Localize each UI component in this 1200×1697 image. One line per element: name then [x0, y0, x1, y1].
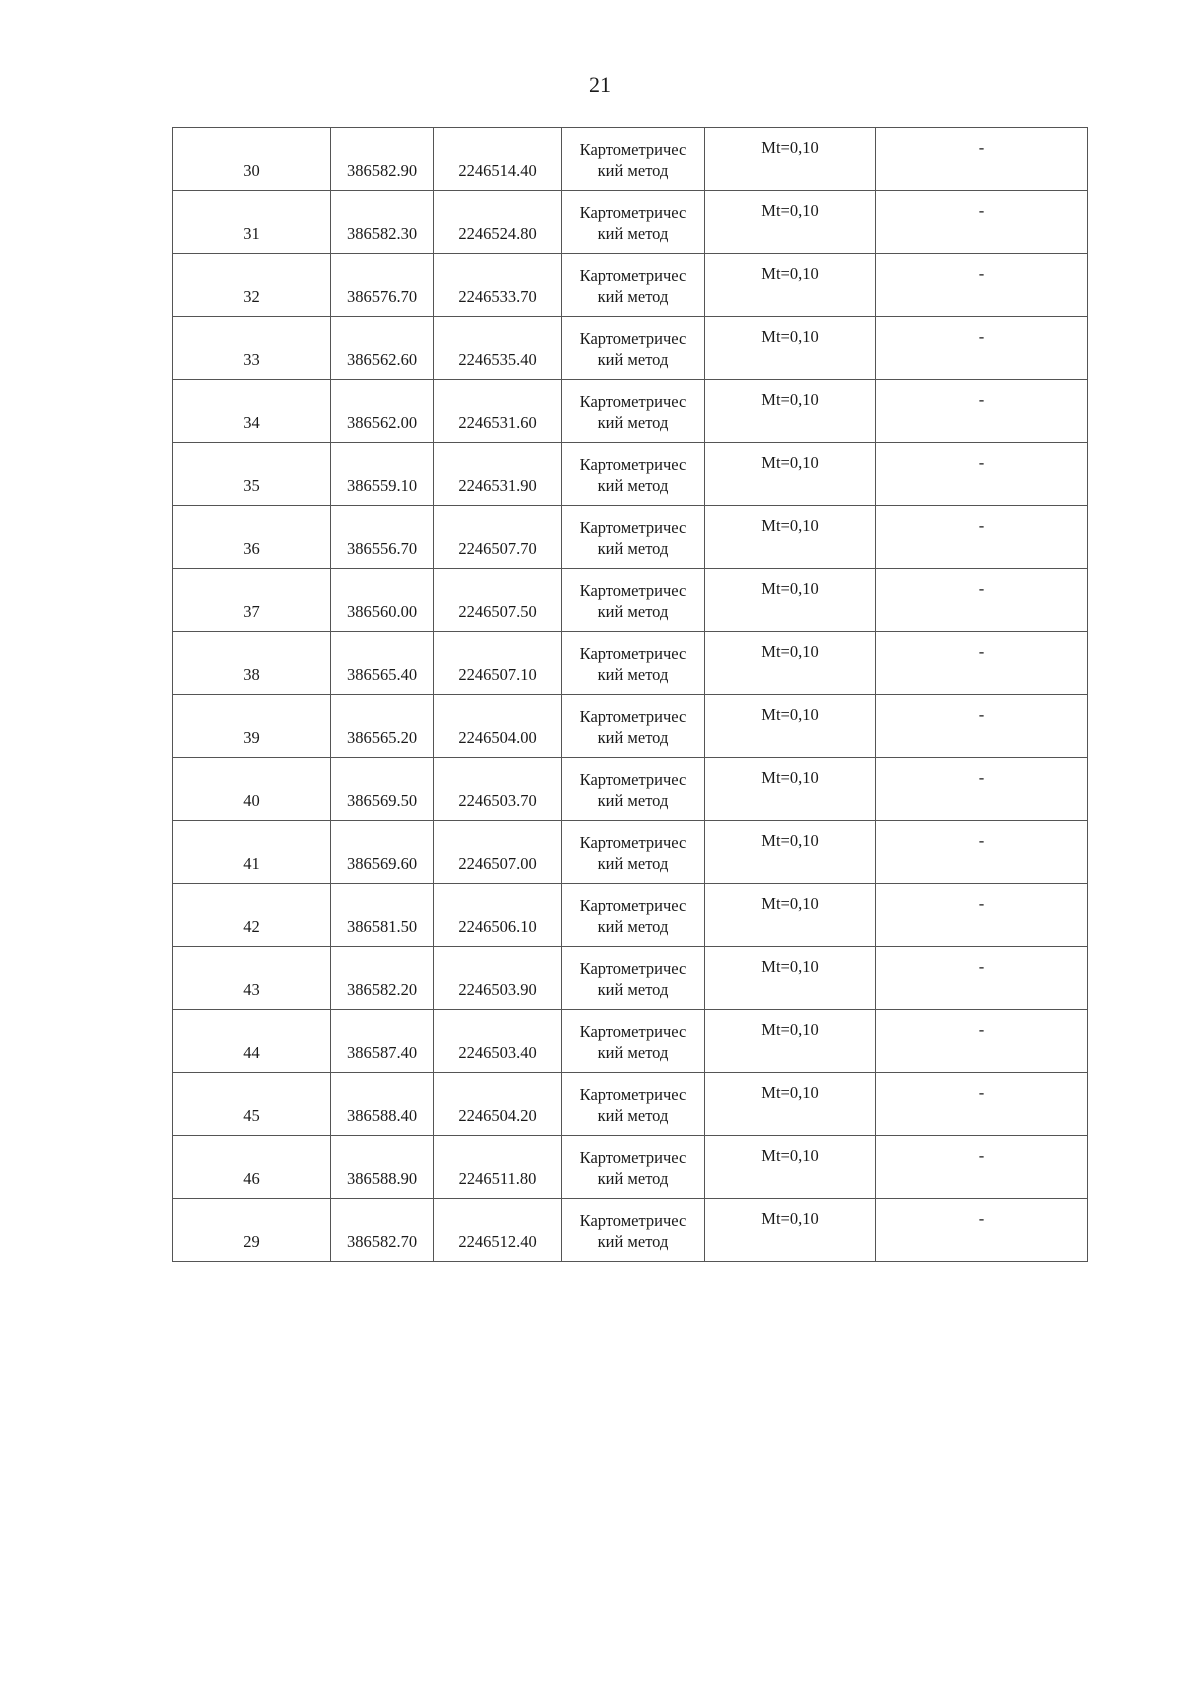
x-coordinate: 386565.40 [346, 665, 418, 684]
note-value: - [978, 390, 985, 409]
method-cell [562, 443, 705, 506]
point-number: 45 [243, 1106, 260, 1125]
table-row [173, 695, 1088, 758]
accuracy-cell [705, 695, 876, 758]
accuracy-cell [705, 1010, 876, 1073]
method-line-1: Картометричес [579, 707, 687, 726]
y-coordinate-cell [434, 947, 562, 1010]
point-number: 35 [243, 476, 260, 495]
accuracy-value: Mt=0,10 [761, 453, 819, 472]
coordinates-table [172, 127, 1088, 1262]
point-number: 32 [243, 287, 260, 306]
note-cell [876, 380, 1088, 443]
point-number: 44 [243, 1043, 260, 1062]
note-cell [876, 1136, 1088, 1199]
x-coordinate-cell [331, 1073, 434, 1136]
point-number-cell [173, 947, 331, 1010]
method-line-1: Картометричес [579, 1148, 687, 1167]
method-line-2: кий метод [597, 602, 669, 621]
method-cell [562, 1010, 705, 1073]
method-cell [562, 758, 705, 821]
point-number: 40 [243, 791, 260, 810]
method-line-2: кий метод [597, 539, 669, 558]
note-cell [876, 632, 1088, 695]
x-coordinate-cell [331, 1136, 434, 1199]
accuracy-value: Mt=0,10 [761, 642, 819, 661]
y-coordinate: 2246524.80 [458, 224, 537, 243]
y-coordinate-cell [434, 632, 562, 695]
method-cell [562, 821, 705, 884]
y-coordinate-cell [434, 758, 562, 821]
x-coordinate-cell [331, 1199, 434, 1262]
coordinates-table-body [173, 128, 1088, 1262]
y-coordinate: 2246535.40 [458, 350, 537, 369]
note-value: - [978, 1020, 985, 1039]
x-coordinate-cell [331, 1010, 434, 1073]
y-coordinate-cell [434, 128, 562, 191]
x-coordinate-cell [331, 380, 434, 443]
accuracy-value: Mt=0,10 [761, 957, 819, 976]
x-coordinate-cell [331, 254, 434, 317]
note-value: - [978, 1146, 985, 1165]
method-line-2: кий метод [597, 413, 669, 432]
method-cell [562, 1136, 705, 1199]
method-line-1: Картометричес [579, 833, 687, 852]
note-cell [876, 506, 1088, 569]
table-row [173, 758, 1088, 821]
method-line-1: Картометричес [579, 455, 687, 474]
accuracy-cell [705, 443, 876, 506]
y-coordinate-cell [434, 506, 562, 569]
accuracy-value: Mt=0,10 [761, 1020, 819, 1039]
y-coordinate: 2246507.10 [458, 665, 537, 684]
accuracy-cell [705, 947, 876, 1010]
table-row [173, 380, 1088, 443]
accuracy-value: Mt=0,10 [761, 327, 819, 346]
x-coordinate: 386569.50 [346, 791, 418, 810]
method-line-2: кий метод [597, 917, 669, 936]
y-coordinate: 2246511.80 [458, 1169, 537, 1188]
accuracy-cell [705, 1073, 876, 1136]
y-coordinate-cell [434, 695, 562, 758]
point-number-cell [173, 632, 331, 695]
method-cell [562, 695, 705, 758]
method-line-2: кий метод [597, 350, 669, 369]
point-number-cell [173, 506, 331, 569]
x-coordinate: 386565.20 [346, 728, 418, 747]
y-coordinate: 2246504.20 [458, 1106, 537, 1125]
table-row [173, 506, 1088, 569]
note-cell [876, 1010, 1088, 1073]
y-coordinate: 2246503.90 [458, 980, 537, 999]
method-line-2: кий метод [597, 1169, 669, 1188]
accuracy-cell [705, 821, 876, 884]
table-row [173, 1136, 1088, 1199]
method-line-1: Картометричес [579, 644, 687, 663]
accuracy-cell [705, 506, 876, 569]
accuracy-value: Mt=0,10 [761, 1209, 819, 1228]
x-coordinate: 386582.70 [346, 1232, 418, 1251]
note-cell [876, 884, 1088, 947]
method-line-2: кий метод [597, 854, 669, 873]
note-cell [876, 443, 1088, 506]
table-row [173, 632, 1088, 695]
point-number-cell [173, 1199, 331, 1262]
note-value: - [978, 957, 985, 976]
y-coordinate-cell [434, 884, 562, 947]
note-cell [876, 317, 1088, 380]
y-coordinate-cell [434, 380, 562, 443]
point-number: 30 [243, 161, 260, 180]
x-coordinate-cell [331, 632, 434, 695]
x-coordinate-cell [331, 758, 434, 821]
method-cell [562, 632, 705, 695]
y-coordinate: 2246531.60 [458, 413, 537, 432]
x-coordinate: 386556.70 [346, 539, 418, 558]
note-cell [876, 569, 1088, 632]
point-number-cell [173, 821, 331, 884]
x-coordinate: 386581.50 [346, 917, 418, 936]
y-coordinate: 2246531.90 [458, 476, 537, 495]
accuracy-value: Mt=0,10 [761, 579, 819, 598]
point-number-cell [173, 128, 331, 191]
note-value: - [978, 264, 985, 283]
table-row [173, 254, 1088, 317]
point-number-cell [173, 695, 331, 758]
accuracy-value: Mt=0,10 [761, 390, 819, 409]
point-number: 36 [243, 539, 260, 558]
note-value: - [978, 138, 985, 157]
accuracy-value: Mt=0,10 [761, 705, 819, 724]
point-number-cell [173, 443, 331, 506]
y-coordinate-cell [434, 317, 562, 380]
method-cell [562, 191, 705, 254]
method-line-2: кий метод [597, 665, 669, 684]
note-cell [876, 191, 1088, 254]
accuracy-value: Mt=0,10 [761, 1083, 819, 1102]
method-cell [562, 128, 705, 191]
y-coordinate: 2246507.50 [458, 602, 537, 621]
point-number: 39 [243, 728, 260, 747]
y-coordinate-cell [434, 1136, 562, 1199]
accuracy-cell [705, 128, 876, 191]
method-line-2: кий метод [597, 224, 669, 243]
method-line-1: Картометричес [579, 770, 687, 789]
y-coordinate: 2246533.70 [458, 287, 537, 306]
method-line-2: кий метод [597, 1106, 669, 1125]
y-coordinate-cell [434, 821, 562, 884]
y-coordinate-cell [434, 569, 562, 632]
y-coordinate: 2246507.70 [458, 539, 537, 558]
y-coordinate-cell [434, 1073, 562, 1136]
y-coordinate: 2246507.00 [458, 854, 537, 873]
note-cell [876, 947, 1088, 1010]
x-coordinate: 386562.60 [346, 350, 418, 369]
table-row [173, 569, 1088, 632]
method-line-1: Картометричес [579, 1022, 687, 1041]
y-coordinate-cell [434, 191, 562, 254]
note-cell [876, 254, 1088, 317]
point-number-cell [173, 380, 331, 443]
method-line-2: кий метод [597, 287, 669, 306]
accuracy-cell [705, 1136, 876, 1199]
method-line-2: кий метод [597, 980, 669, 999]
x-coordinate: 386588.90 [346, 1169, 418, 1188]
note-cell [876, 128, 1088, 191]
method-line-1: Картометричес [579, 392, 687, 411]
table-row [173, 947, 1088, 1010]
x-coordinate: 386587.40 [346, 1043, 418, 1062]
table-row [173, 191, 1088, 254]
y-coordinate: 2246504.00 [458, 728, 537, 747]
point-number: 46 [243, 1169, 260, 1188]
point-number: 31 [243, 224, 260, 243]
y-coordinate-cell [434, 1199, 562, 1262]
accuracy-value: Mt=0,10 [761, 1146, 819, 1165]
accuracy-value: Mt=0,10 [761, 516, 819, 535]
accuracy-value: Mt=0,10 [761, 831, 819, 850]
note-cell [876, 821, 1088, 884]
point-number: 43 [243, 980, 260, 999]
y-coordinate: 2246512.40 [458, 1232, 537, 1251]
method-line-1: Картометричес [579, 1085, 687, 1104]
note-cell [876, 695, 1088, 758]
x-coordinate-cell [331, 569, 434, 632]
x-coordinate: 386562.00 [346, 413, 418, 432]
note-value: - [978, 327, 985, 346]
note-value: - [978, 1083, 985, 1102]
method-line-2: кий метод [597, 1043, 669, 1062]
x-coordinate-cell [331, 695, 434, 758]
accuracy-value: Mt=0,10 [761, 138, 819, 157]
table-row [173, 1199, 1088, 1262]
x-coordinate-cell [331, 128, 434, 191]
x-coordinate: 386569.60 [346, 854, 418, 873]
point-number: 41 [243, 854, 260, 873]
table-row [173, 443, 1088, 506]
point-number-cell [173, 569, 331, 632]
method-cell [562, 380, 705, 443]
table-row [173, 884, 1088, 947]
x-coordinate-cell [331, 443, 434, 506]
table-row [173, 821, 1088, 884]
x-coordinate-cell [331, 317, 434, 380]
x-coordinate-cell [331, 506, 434, 569]
accuracy-cell [705, 191, 876, 254]
point-number-cell [173, 254, 331, 317]
accuracy-cell [705, 380, 876, 443]
table-row [173, 317, 1088, 380]
accuracy-cell [705, 884, 876, 947]
accuracy-cell [705, 254, 876, 317]
accuracy-value: Mt=0,10 [761, 201, 819, 220]
point-number: 37 [243, 602, 260, 621]
y-coordinate: 2246506.10 [458, 917, 537, 936]
note-cell [876, 1199, 1088, 1262]
method-cell [562, 947, 705, 1010]
point-number-cell [173, 317, 331, 380]
method-cell [562, 884, 705, 947]
method-line-1: Картометричес [579, 518, 687, 537]
accuracy-cell [705, 758, 876, 821]
point-number: 33 [243, 350, 260, 369]
method-line-2: кий метод [597, 1232, 669, 1251]
note-value: - [978, 894, 985, 913]
method-line-2: кий метод [597, 476, 669, 495]
method-cell [562, 317, 705, 380]
method-cell [562, 569, 705, 632]
x-coordinate: 386582.90 [346, 161, 418, 180]
method-line-1: Картометричес [579, 959, 687, 978]
method-cell [562, 254, 705, 317]
method-cell [562, 506, 705, 569]
x-coordinate: 386588.40 [346, 1106, 418, 1125]
y-coordinate: 2246503.40 [458, 1043, 537, 1062]
method-line-1: Картометричес [579, 329, 687, 348]
point-number: 38 [243, 665, 260, 684]
table-row [173, 1073, 1088, 1136]
accuracy-cell [705, 1199, 876, 1262]
method-line-1: Картометричес [579, 203, 687, 222]
note-value: - [978, 705, 985, 724]
accuracy-cell [705, 317, 876, 380]
x-coordinate-cell [331, 191, 434, 254]
accuracy-value: Mt=0,10 [761, 768, 819, 787]
y-coordinate-cell [434, 443, 562, 506]
x-coordinate: 386582.30 [346, 224, 418, 243]
table-row [173, 1010, 1088, 1073]
y-coordinate: 2246503.70 [458, 791, 537, 810]
accuracy-cell [705, 632, 876, 695]
method-cell [562, 1073, 705, 1136]
accuracy-value: Mt=0,10 [761, 894, 819, 913]
x-coordinate: 386576.70 [346, 287, 418, 306]
point-number-cell [173, 1010, 331, 1073]
method-line-1: Картометричес [579, 140, 687, 159]
note-cell [876, 758, 1088, 821]
note-cell [876, 1073, 1088, 1136]
page-number: 21 [589, 72, 611, 97]
x-coordinate-cell [331, 821, 434, 884]
method-line-2: кий метод [597, 728, 669, 747]
note-value: - [978, 1209, 985, 1228]
note-value: - [978, 453, 985, 472]
method-line-1: Картометричес [579, 1211, 687, 1230]
point-number: 34 [243, 413, 260, 432]
note-value: - [978, 768, 985, 787]
table-row [173, 128, 1088, 191]
x-coordinate-cell [331, 884, 434, 947]
point-number-cell [173, 884, 331, 947]
point-number-cell [173, 758, 331, 821]
x-coordinate: 386560.00 [346, 602, 418, 621]
method-line-2: кий метод [597, 161, 669, 180]
point-number-cell [173, 1073, 331, 1136]
y-coordinate-cell [434, 1010, 562, 1073]
method-cell [562, 1199, 705, 1262]
point-number-cell [173, 1136, 331, 1199]
note-value: - [978, 579, 985, 598]
point-number: 42 [243, 917, 260, 936]
note-value: - [978, 831, 985, 850]
method-line-1: Картометричес [579, 581, 687, 600]
method-line-1: Картометричес [579, 896, 687, 915]
y-coordinate: 2246514.40 [458, 161, 537, 180]
x-coordinate: 386582.20 [346, 980, 418, 999]
method-line-1: Картометричес [579, 266, 687, 285]
note-value: - [978, 201, 985, 220]
note-value: - [978, 642, 985, 661]
accuracy-value: Mt=0,10 [761, 264, 819, 283]
x-coordinate-cell [331, 947, 434, 1010]
x-coordinate: 386559.10 [346, 476, 418, 495]
y-coordinate-cell [434, 254, 562, 317]
point-number-cell [173, 191, 331, 254]
point-number: 29 [243, 1232, 260, 1251]
note-value: - [978, 516, 985, 535]
method-line-2: кий метод [597, 791, 669, 810]
accuracy-cell [705, 569, 876, 632]
